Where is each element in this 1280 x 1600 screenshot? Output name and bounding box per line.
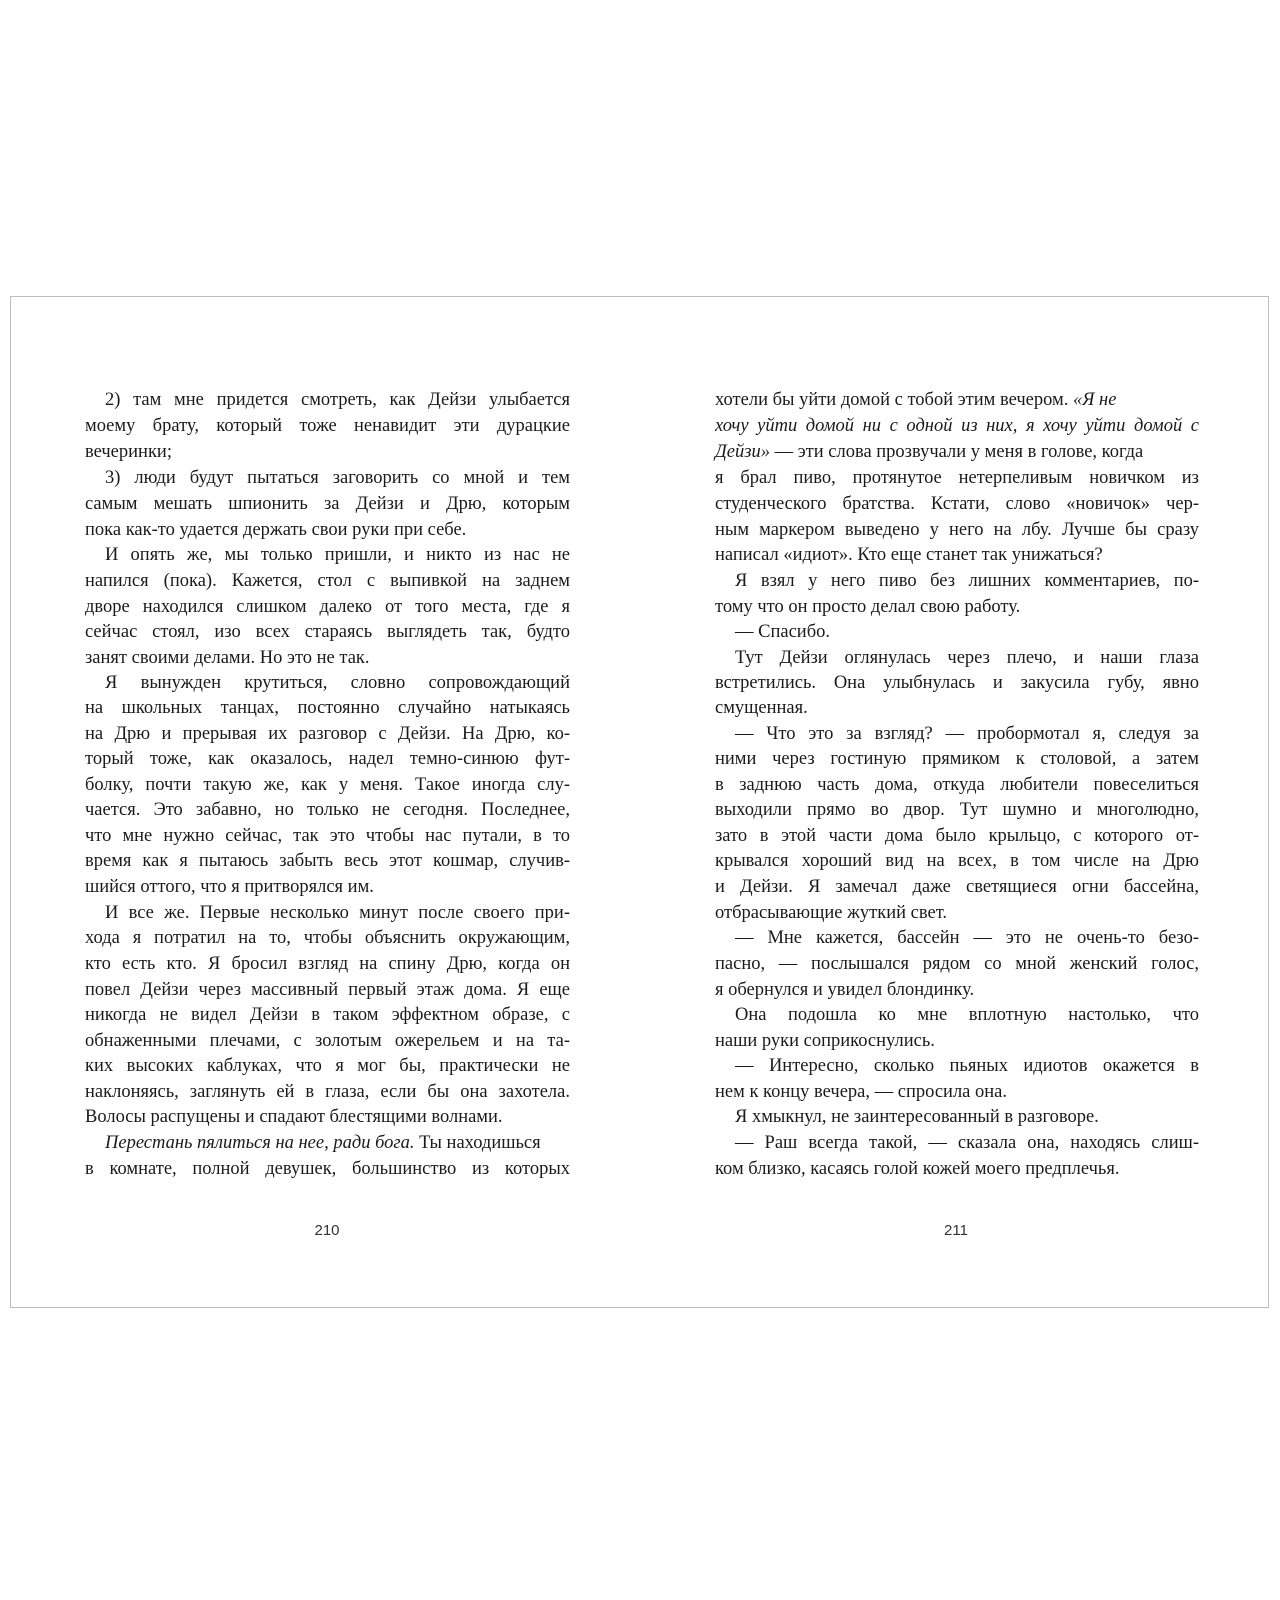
text-line: 2) там мне придется смотреть, как Дейзи улыбается: [105, 390, 570, 410]
text-line: пасно, — послышался рядом со мной женский голос,: [715, 954, 1199, 974]
text-line: в заднюю часть дома, откуда любители повеселиться: [715, 775, 1199, 795]
italic-thought: Дейзи»: [715, 442, 770, 462]
text-line: — Мне кажется, бассейн — это не очень-то безо-: [735, 928, 1199, 948]
text-line: дворе находился слишком далеко от того места, где я: [85, 597, 570, 617]
text-line: чается. Это забавно, но только не сегодня. Последнее,: [85, 800, 570, 820]
text-line: студенческого братства. Кстати, слово «новичок» чер-: [715, 494, 1199, 514]
text-line: ких высоких каблуках, что я мог бы, практически не: [85, 1056, 570, 1076]
text-line: в комнате, полной девушек, большинство из которых: [85, 1159, 570, 1179]
italic-thought: «Я не: [1073, 390, 1117, 410]
text-line: крывался хороший вид на всех, в том числе на Дрю: [715, 851, 1199, 871]
text-line: повел Дейзи через массивный первый этаж дома. Я еще: [85, 980, 570, 1000]
text-line: сейчас стоял, изо всех стараясь выглядеть так, будто: [85, 622, 570, 642]
text-line: я обернулся и увидел блондинку.: [715, 980, 975, 1000]
text-line-mixed: [715, 439, 1199, 465]
text-line: вечеринки;: [85, 442, 172, 462]
text-line: торый тоже, как оказалось, надел темно-синюю фут-: [85, 749, 570, 769]
text-span: — эти слова прозвучали у меня в голове, когда: [769, 442, 1144, 462]
text-line: наши руки соприкоснулись.: [715, 1031, 935, 1051]
text-line-mixed: [85, 1130, 570, 1156]
text-line: Тут Дейзи оглянулась через плечо, и наши глаза: [735, 648, 1199, 668]
text-line: время как я пытаюсь забыть весь этот кошмар, случив-: [85, 851, 570, 871]
text-line: тому что он просто делал свою работу.: [715, 597, 1021, 617]
text-line: — Раш всегда такой, — сказала она, находясь слиш-: [735, 1133, 1199, 1153]
text-line: хода я потратил на то, чтобы объяснить окружающим,: [85, 928, 570, 948]
text-line: что мне нужно сейчас, так это чтобы нас путали, в то: [85, 826, 570, 846]
text-line: на Дрю и прерывая их разговор с Дейзи. На Дрю, ко-: [85, 724, 570, 744]
text-line: — Интересно, сколько пьяных идиотов окажется в: [735, 1056, 1199, 1076]
text-line: наклоняясь, заглянуть ей в глаза, если бы она захотела.: [85, 1082, 570, 1102]
right-page: [640, 297, 1268, 1307]
text-line: ным маркером выведено у него на лбу. Лучше бы сразу: [715, 520, 1199, 540]
text-line: И опять же, мы только пришли, и никто из нас не: [105, 545, 570, 565]
page-number: 211: [944, 1222, 968, 1239]
text-line: Я хмыкнул, не заинтересованный в разговоре.: [735, 1107, 1099, 1127]
text-span: Ты находишься: [414, 1133, 541, 1153]
text-line: пока как-то удается держать свои руки при себе.: [85, 520, 467, 540]
book-spread: [10, 296, 1269, 1308]
left-page: [11, 297, 640, 1307]
text-line: И все же. Первые несколько минут после своего при-: [105, 903, 570, 923]
text-line: обнаженными плечами, с золотым ожерельем и на та-: [85, 1031, 570, 1051]
text-line: смущенная.: [715, 698, 808, 718]
text-line: нем к концу вечера, — спросила она.: [715, 1082, 1007, 1102]
text-line: кто есть кто. Я бросил взгляд на спину Дрю, когда он: [85, 954, 570, 974]
text-line: встретились. Она улыбнулась и закусила губу, явно: [715, 673, 1199, 693]
text-line: моему брату, который тоже ненавидит эти дурацкие: [85, 416, 570, 436]
text-line: самым мешать шпионить за Дейзи и Дрю, которым: [85, 494, 570, 514]
text-line: ком близко, касаясь голой кожей моего предплечья.: [715, 1159, 1120, 1179]
text-line: Волосы распущены и спадают блестящими волнами.: [85, 1107, 503, 1127]
text-line: напился (пока). Кажется, стол с выпивкой на заднем: [85, 571, 570, 591]
italic-thought: Перестань пялиться на нее, ради бога.: [105, 1133, 415, 1153]
page-number: 210: [314, 1222, 340, 1239]
text-line: шийся оттого, что я притворялся им.: [85, 877, 374, 897]
text-line: никогда не видел Дейзи в таком эффектном образе, с: [85, 1005, 570, 1025]
text-line: и Дейзи. Я замечал даже светящиеся огни бассейна,: [715, 877, 1199, 897]
text-line: на школьных танцах, постоянно случайно натыкаясь: [85, 698, 570, 718]
text-line: Она подошла ко мне вплотную настолько, что: [735, 1005, 1199, 1025]
text-line: Я взял у него пиво без лишних комментариев, по-: [735, 571, 1199, 591]
text-line: 3) люди будут пытаться заговорить со мной и тем: [105, 468, 570, 488]
text-line: — Спасибо.: [735, 622, 830, 642]
text-line: отбрасывающие жуткий свет.: [715, 903, 948, 923]
text-line: написал «идиот». Кто еще станет так унижаться?: [715, 545, 1103, 565]
text-line: зато в этой части дома было крыльцо, с которого от-: [715, 826, 1199, 846]
text-line: ними через гостиную прямиком к столовой, а затем: [715, 749, 1199, 769]
text-line: болку, почти такую же, как у меня. Такое иногда слу-: [85, 775, 570, 795]
text-line: хочу уйти домой ни с одной из них, я хочу уйти домой с: [715, 416, 1199, 436]
text-line-mixed: [715, 387, 1199, 413]
text-span: хотели бы уйти домой с тобой этим вечером.: [715, 390, 1073, 410]
text-line: — Что это за взгляд? — пробормотал я, следуя за: [735, 724, 1199, 744]
text-line: выходили прямо во двор. Тут шумно и многолюдно,: [715, 800, 1199, 820]
text-line: Я вынужден крутиться, словно сопровождающий: [105, 673, 570, 693]
text-line: я брал пиво, протянутое нетерпеливым новичком из: [715, 468, 1199, 488]
text-line: занят своими делами. Но это не так.: [85, 648, 370, 668]
